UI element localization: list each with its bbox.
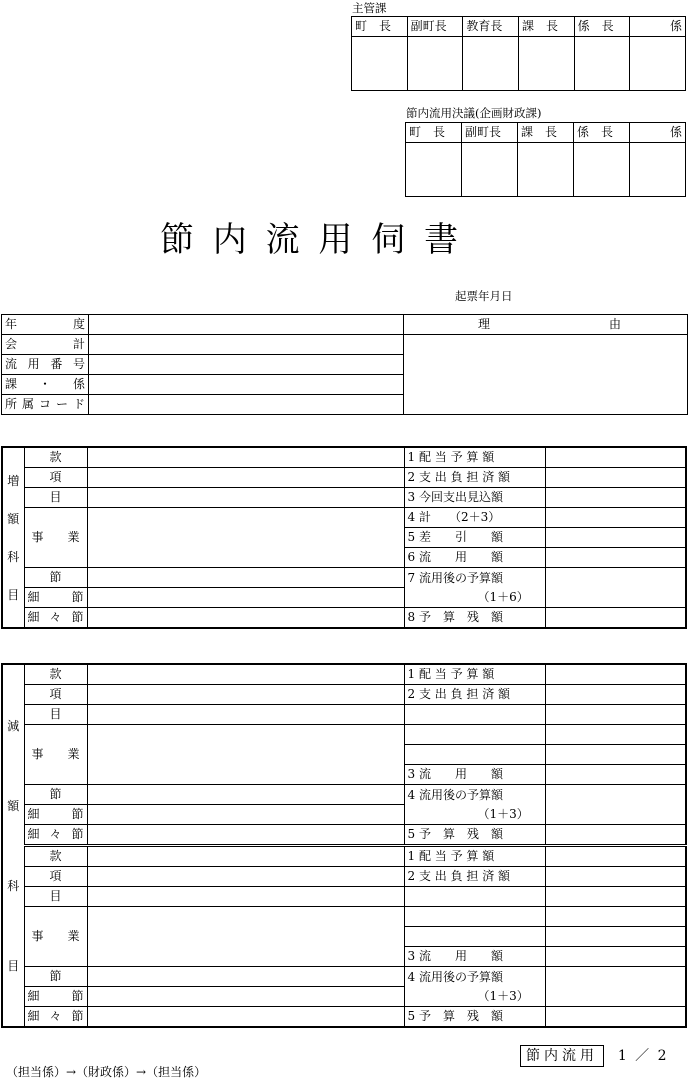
- item-field[interactable]: [87, 967, 404, 987]
- item-field[interactable]: [87, 568, 404, 588]
- amount-label: [404, 907, 545, 927]
- item-field[interactable]: [87, 685, 404, 705]
- item-setsu: 節: [24, 785, 87, 805]
- stamp-box[interactable]: [518, 143, 574, 197]
- amount-field[interactable]: [545, 927, 686, 947]
- amount-label: 1 配 当 予 算 額: [404, 447, 545, 468]
- amount-label: 5 予 算 残 額: [404, 1007, 545, 1028]
- stamp-header: 教育長: [463, 17, 519, 37]
- increase-table: [1, 446, 687, 629]
- section-label: 課 ・ 係: [2, 375, 89, 395]
- routing-flow: （担当係）→（財政係）→（担当係）: [6, 1065, 207, 1079]
- amount-field[interactable]: [545, 725, 686, 745]
- stamp-header: 町 長: [352, 17, 408, 37]
- stamp-header: 係: [630, 123, 686, 143]
- item-kan: 款: [24, 846, 87, 867]
- item-field[interactable]: [87, 488, 404, 508]
- stamp-box[interactable]: [574, 37, 630, 91]
- dept-code-label: 所属コード: [2, 395, 89, 415]
- dept-code-field[interactable]: [89, 395, 404, 415]
- amount-label: 3 流 用 額: [404, 947, 545, 967]
- stamp-header: 係 長: [574, 17, 630, 37]
- amount-field[interactable]: [545, 664, 686, 685]
- stamp-header: 副町長: [462, 123, 518, 143]
- page-title: 節 内 流 用 伺 書: [160, 220, 463, 260]
- item-jigyo: 事 業: [24, 725, 87, 785]
- amount-field[interactable]: [545, 1007, 686, 1028]
- item-saisetsu: 細 節: [24, 805, 87, 825]
- item-saisaisetsu: 細 々 節: [24, 608, 87, 629]
- item-field[interactable]: [87, 987, 404, 1007]
- reason-field[interactable]: [404, 335, 688, 415]
- item-field[interactable]: [87, 468, 404, 488]
- item-field[interactable]: [87, 887, 404, 907]
- amount-label: 2 支 出 負 担 済 額: [404, 685, 545, 705]
- section-field[interactable]: [89, 375, 404, 395]
- amount-label: 4 流用後の予算額 （1＋3）: [404, 967, 545, 1007]
- amount-field[interactable]: [545, 967, 686, 1007]
- stamp-header: 課 長: [518, 123, 574, 143]
- stamp-box[interactable]: [574, 143, 630, 197]
- decrease-table: [1, 663, 687, 1028]
- item-moku: 目: [24, 705, 87, 725]
- fiscal-year-label: 年 度: [2, 315, 89, 335]
- item-moku: 目: [24, 488, 87, 508]
- amount-field[interactable]: [545, 825, 686, 846]
- amount-label: 5 予 算 残 額: [404, 825, 545, 846]
- amount-label: [404, 887, 545, 907]
- amount-field[interactable]: [545, 508, 686, 528]
- amount-field[interactable]: [545, 608, 686, 629]
- draft-date-label: 起票年月日: [455, 289, 513, 303]
- amount-label: 4 計 （2＋3）: [404, 508, 545, 528]
- amount-label: 2 支 出 負 担 済 額: [404, 867, 545, 887]
- decrease-side-label: 減 額 科 目: [2, 664, 24, 1027]
- amount-field[interactable]: [545, 907, 686, 927]
- item-field[interactable]: [87, 1007, 404, 1028]
- item-field[interactable]: [87, 867, 404, 887]
- form-type-tag: 節内流用: [520, 1045, 604, 1067]
- amount-field[interactable]: [545, 685, 686, 705]
- amount-label: 6 流 用 額: [404, 548, 545, 568]
- account-label: 会 計: [2, 335, 89, 355]
- amount-field[interactable]: [545, 568, 686, 608]
- amount-field[interactable]: [545, 867, 686, 887]
- amount-label: 3 流 用 額: [404, 765, 545, 785]
- amount-field[interactable]: [545, 528, 686, 548]
- footer-tag-group: [520, 1045, 669, 1065]
- amount-label: 3 今回支出見込額: [404, 488, 545, 508]
- transfer-approval-table: [405, 122, 686, 197]
- stamp-header: 課 長: [518, 17, 574, 37]
- amount-field[interactable]: [545, 846, 686, 867]
- amount-field[interactable]: [545, 548, 686, 568]
- item-field[interactable]: [87, 588, 404, 608]
- stamp-header: 係: [630, 17, 686, 37]
- amount-field[interactable]: [545, 447, 686, 468]
- stamp-header: 町 長: [406, 123, 462, 143]
- amount-field[interactable]: [545, 468, 686, 488]
- amount-field[interactable]: [545, 947, 686, 967]
- amount-label: [404, 705, 545, 725]
- increase-side-label: 増 額 科 目: [2, 447, 24, 628]
- amount-field[interactable]: [545, 745, 686, 765]
- account-field[interactable]: [89, 335, 404, 355]
- item-field[interactable]: [87, 725, 404, 785]
- stamp-box[interactable]: [462, 143, 518, 197]
- item-moku: 目: [24, 887, 87, 907]
- item-jigyo: 事 業: [24, 907, 87, 967]
- stamp-box[interactable]: [630, 143, 686, 197]
- item-saisetsu: 細 節: [24, 588, 87, 608]
- info-table: [1, 314, 688, 415]
- item-setsu: 節: [24, 568, 87, 588]
- stamp-box[interactable]: [406, 143, 462, 197]
- reason-label: 理 由: [404, 315, 688, 335]
- item-kou: 項: [24, 468, 87, 488]
- amount-label: [404, 927, 545, 947]
- item-kou: 項: [24, 867, 87, 887]
- amount-field[interactable]: [545, 705, 686, 725]
- item-field[interactable]: [87, 907, 404, 967]
- transfer-decision-label: 節内流用決議(企画財政課): [406, 106, 542, 120]
- stamp-box[interactable]: [630, 37, 686, 91]
- main-section-label: 主管課: [352, 1, 387, 15]
- item-field[interactable]: [87, 825, 404, 846]
- item-field[interactable]: [87, 447, 404, 468]
- item-saisetsu: 細 節: [24, 987, 87, 1007]
- item-kan: 款: [24, 664, 87, 685]
- amount-field[interactable]: [545, 887, 686, 907]
- stamp-box[interactable]: [407, 37, 463, 91]
- item-setsu: 節: [24, 967, 87, 987]
- transfer-number-label: 流用番号: [2, 355, 89, 375]
- amount-label: 7 流用後の予算額 （1＋6）: [404, 568, 545, 608]
- amount-field[interactable]: [545, 785, 686, 825]
- amount-field[interactable]: [545, 765, 686, 785]
- item-field[interactable]: [87, 805, 404, 825]
- amount-label: 8 予 算 残 額: [404, 608, 545, 629]
- stamp-box[interactable]: [463, 37, 519, 91]
- stamp-header: 係 長: [574, 123, 630, 143]
- main-approval-table: [351, 16, 686, 91]
- item-field[interactable]: [87, 785, 404, 805]
- transfer-number-field[interactable]: [89, 355, 404, 375]
- stamp-box[interactable]: [352, 37, 408, 91]
- amount-label: 4 流用後の予算額 （1＋3）: [404, 785, 545, 825]
- amount-label: 1 配 当 予 算 額: [404, 846, 545, 867]
- item-kou: 項: [24, 685, 87, 705]
- item-saisaisetsu: 細 々 節: [24, 1007, 87, 1028]
- amount-field[interactable]: [545, 488, 686, 508]
- item-field[interactable]: [87, 846, 404, 867]
- item-jigyo: 事 業: [24, 508, 87, 568]
- item-kan: 款: [24, 447, 87, 468]
- page-number: 1 ／ 2: [617, 1048, 669, 1064]
- amount-label: 2 支 出 負 担 済 額: [404, 468, 545, 488]
- stamp-header: 副町長: [407, 17, 463, 37]
- item-field[interactable]: [87, 608, 404, 629]
- stamp-box[interactable]: [518, 37, 574, 91]
- item-saisaisetsu: 細 々 節: [24, 825, 87, 846]
- item-field[interactable]: [87, 705, 404, 725]
- amount-label: 1 配 当 予 算 額: [404, 664, 545, 685]
- amount-label: 5 差 引 額: [404, 528, 545, 548]
- fiscal-year-field[interactable]: [89, 315, 404, 335]
- amount-label: [404, 725, 545, 745]
- item-field[interactable]: [87, 508, 404, 568]
- item-field[interactable]: [87, 664, 404, 685]
- amount-label: [404, 745, 545, 765]
